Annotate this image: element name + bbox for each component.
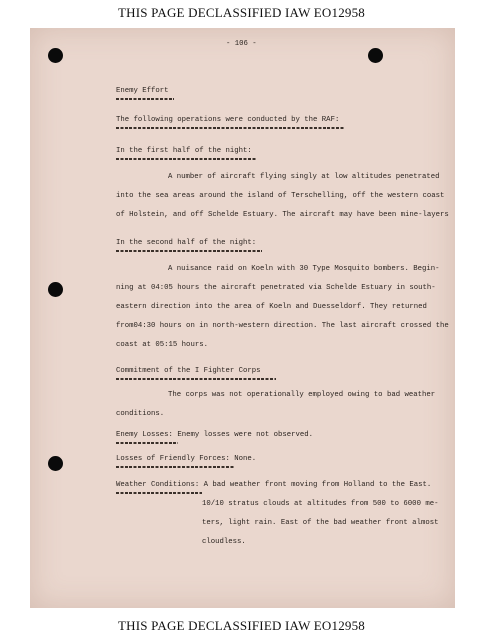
punch-hole-right xyxy=(368,48,383,63)
commitment-line: conditions. xyxy=(116,410,165,418)
weather-line: ters, light rain. East of the bad weather front almost xyxy=(202,519,439,527)
intro-line: The following operations were conducted by the RAF: xyxy=(116,116,340,124)
document-page xyxy=(30,28,455,608)
commitment-line: The corps was not operationally employed owing to bad weather xyxy=(168,391,436,399)
weather-underline xyxy=(116,492,202,494)
weather-row xyxy=(116,480,455,490)
section-title: Enemy Effort xyxy=(116,87,169,95)
enemy-losses-text: Enemy losses were not observed. xyxy=(172,431,314,439)
second-half-line: ning at 04:05 hours the aircraft penetrated via Schelde Estuary in south- xyxy=(116,284,436,292)
punch-hole-middle xyxy=(48,282,63,297)
second-half-underline xyxy=(116,250,262,252)
enemy-losses-underline xyxy=(116,442,178,444)
first-half-underline xyxy=(116,158,256,160)
second-half-heading: In the second half of the night: xyxy=(116,239,257,247)
weather-line: cloudless. xyxy=(202,538,246,546)
intro-underline xyxy=(116,127,344,129)
first-half-heading: In the first half of the night: xyxy=(116,147,252,155)
weather-line: 10/10 stratus clouds at altitudes from 500 to 6000 me- xyxy=(202,500,439,508)
friendly-losses-underline xyxy=(116,466,234,468)
weather-line: A bad weather front moving from Holland to the East. xyxy=(199,481,432,489)
enemy-losses-label: Enemy Losses: xyxy=(116,431,173,439)
friendly-losses-text: None. xyxy=(229,455,257,463)
first-half-line: of Holstein, and off Schelde Estuary. The aircraft may have been mine-layers xyxy=(116,211,449,219)
second-half-line: coast at 05:15 hours. xyxy=(116,341,208,349)
weather-label: Weather Conditions: xyxy=(116,481,200,489)
commitment-underline xyxy=(116,378,276,380)
second-half-line: A nuisance raid on Koeln with 30 Type Mosquito bombers. Begin- xyxy=(168,265,440,273)
section-title-underline xyxy=(116,98,174,100)
declassified-banner-bottom: THIS PAGE DECLASSIFIED IAW EO12958 xyxy=(118,618,365,633)
punch-hole-top xyxy=(48,48,63,63)
commitment-heading: Commitment of the I Fighter Corps xyxy=(116,367,261,375)
declassified-banner-top: THIS PAGE DECLASSIFIED IAW EO12958 xyxy=(118,5,365,20)
first-half-line: A number of aircraft flying singly at low altitudes penetrated xyxy=(168,173,440,181)
first-half-line: into the sea areas around the island of Terschelling, off the western coast xyxy=(116,192,445,200)
punch-hole-bottom xyxy=(48,456,63,471)
page-number-text: - 106 - xyxy=(226,40,257,48)
second-half-line: from04:30 hours on in north-western direction. The last aircraft crossed the xyxy=(116,322,449,330)
enemy-losses-row xyxy=(116,430,455,440)
second-half-line: eastern direction into the area of Koeln and Duesseldorf. They returned xyxy=(116,303,427,311)
friendly-losses-row xyxy=(116,454,455,464)
friendly-losses-label: Losses of Friendly Forces: xyxy=(116,455,230,463)
